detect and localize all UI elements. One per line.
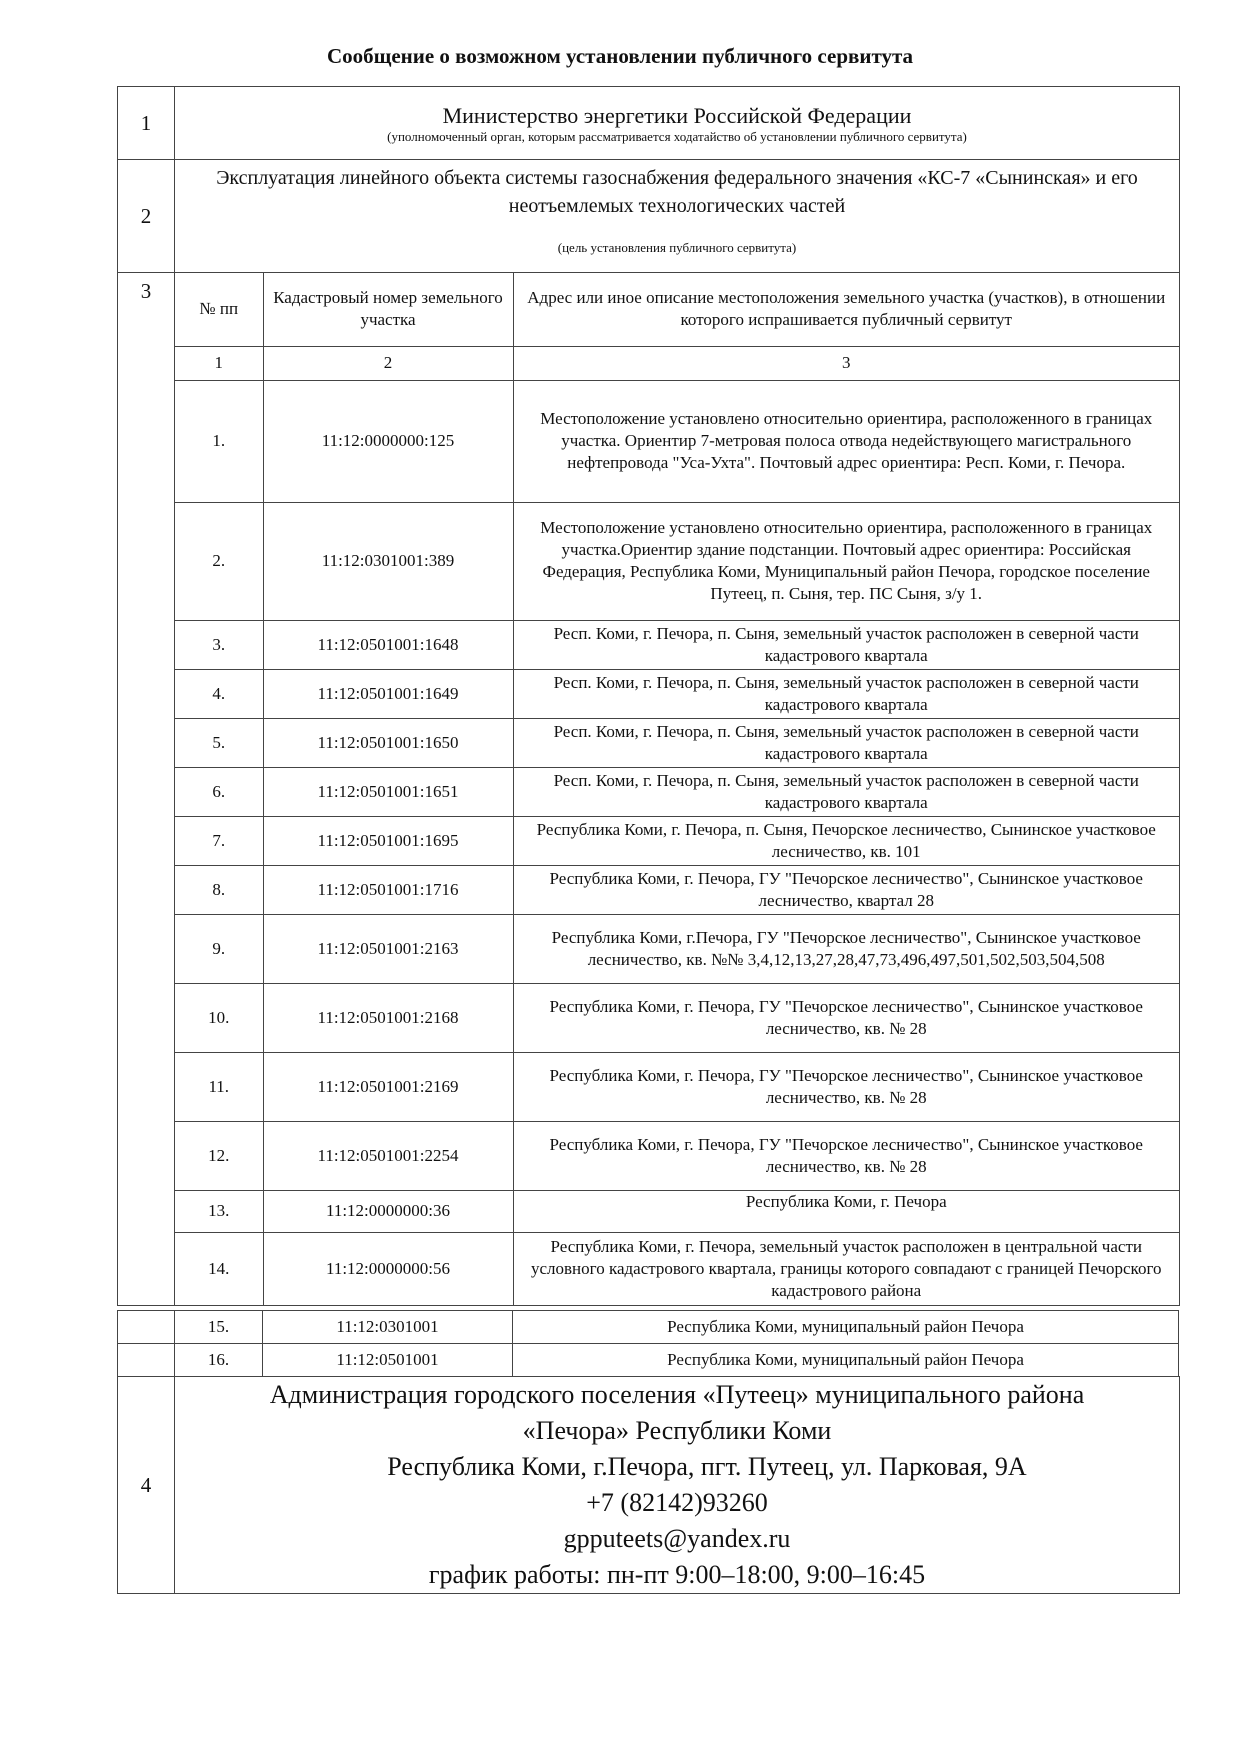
parcel-number: 5. [175,718,263,767]
parcel-number: 13. [175,1190,263,1232]
parcel-number: 8. [175,865,263,914]
section-4-table [117,1376,1180,1594]
parcels-header-row [175,273,1179,346]
parcel-cadastral-number: 11:12:0501001:1650 [263,718,513,767]
parcel-number: 4. [175,669,263,718]
servitude-table [117,86,1180,1306]
parcel-number: 14. [175,1232,263,1305]
section-2-number: 2 [118,160,175,273]
section-1-number: 1 [118,87,175,160]
parcel-number: 2. [175,502,263,620]
parcel-row [175,718,1179,767]
authority-caption: (уполномоченный орган, которым рассматривается ходатайство об установлении публичного сервитута) [387,129,967,144]
section-3-cell [175,273,1180,1306]
extra-parcel-row [118,1344,1179,1377]
parcel-cadastral-number: 11:12:0501001:2169 [263,1052,513,1121]
parcel-row [175,669,1179,718]
administration-email: gpputeets@yandex.ru [563,1524,791,1553]
parcel-address: Респ. Коми, г. Печора, п. Сыня, земельный участок расположен в северной части кадастрового квартала [513,767,1179,816]
parcel-number: 16. [175,1344,263,1377]
extra-parcels-table [117,1310,1179,1377]
section-3-number: 3 [118,273,175,1306]
section-2-cell [175,160,1180,273]
parcel-address: Республика Коми, муниципальный район Печора [513,1344,1179,1377]
header-address: Адрес или иное описание местоположения земельного участка (участков), в отношении которого испрашивается публичный сервитут [513,273,1179,346]
servitude-purpose: Эксплуатация линейного объекта системы газоснабжения федерального значения «КС-7 «Сынинская» и его неотъемлемых технологических частей [216,167,1138,217]
parcel-address: Республика Коми, г. Печора [513,1190,1179,1232]
parcel-cadastral-number: 11:12:0301001:389 [263,502,513,620]
extra-parcel-row [118,1311,1179,1344]
parcel-row [175,983,1179,1052]
parcel-address: Респ. Коми, г. Печора, п. Сыня, земельный участок расположен в северной части кадастрового квартала [513,620,1179,669]
parcel-cadastral-number: 11:12:0501001:1651 [263,767,513,816]
parcel-row [175,1121,1179,1190]
parcel-address: Республика Коми, г. Печора, ГУ "Печорское лесничество", Сынинское участковое лесничество, кв. № 28 [513,1052,1179,1121]
column-number-1: 1 [175,346,263,380]
parcel-row [175,502,1179,620]
parcel-row [175,1190,1179,1232]
parcel-number: 6. [175,767,263,816]
parcel-cadastral-number: 11:12:0501001:2163 [263,914,513,983]
header-cadastral: Кадастровый номер земельного участка [263,273,513,346]
parcel-address: Республика Коми, г.Печора, ГУ "Печорское лесничество", Сынинское участковое лесничество, кв. №№ 3,4,12,13,27,28,47,73,496,497,501,502,503,504,508 [513,914,1179,983]
section-4-row [118,1377,1180,1594]
parcel-cadastral-number: 11:12:0501001:2254 [263,1121,513,1190]
parcel-cadastral-number: 11:12:0501001:1649 [263,669,513,718]
parcel-row [175,767,1179,816]
administration-name-line-2: «Печора» Республики Коми [522,1416,832,1445]
parcel-cadastral-number: 11:12:0501001:2168 [263,983,513,1052]
parcel-cadastral-number: 11:12:0501001:1695 [263,816,513,865]
parcel-row [175,816,1179,865]
parcel-number: 15. [175,1311,263,1344]
parcel-address: Респ. Коми, г. Печора, п. Сыня, земельный участок расположен в северной части кадастрового квартала [513,718,1179,767]
administration-schedule: график работы: пн-пт 9:00–18:00, 9:00–16:45 [428,1560,926,1589]
section-1-cell [175,87,1180,160]
parcel-cadastral-number: 11:12:0301001 [263,1311,513,1344]
empty-cell [118,1311,175,1344]
parcel-number: 10. [175,983,263,1052]
parcel-cadastral-number: 11:12:0501001:1716 [263,865,513,914]
section-4-number: 4 [118,1377,175,1594]
contact-cell [175,1377,1180,1594]
parcel-number: 1. [175,380,263,502]
parcels-table [175,273,1179,1305]
header-number: № пп [175,273,263,346]
parcel-number: 7. [175,816,263,865]
section-3-row [118,273,1180,1306]
parcel-number: 12. [175,1121,263,1190]
section-2-row [118,160,1180,273]
empty-cell [118,1344,175,1377]
parcel-cadastral-number: 11:12:0000000:36 [263,1190,513,1232]
section-1-row [118,87,1180,160]
parcel-address: Республика Коми, г. Печора, ГУ "Печорское лесничество", Сынинское участковое лесничество, кв. № 28 [513,983,1179,1052]
parcel-address: Республика Коми, г. Печора, ГУ "Печорское лесничество", Сынинское участковое лесничество, квартал 28 [513,865,1179,914]
parcel-number: 3. [175,620,263,669]
column-number-3: 3 [513,346,1179,380]
administration-phone: +7 (82142)93260 [586,1488,768,1517]
parcel-cadastral-number: 11:12:0501001 [263,1344,513,1377]
parcel-cadastral-number: 11:12:0000000:56 [263,1232,513,1305]
parcel-row [175,380,1179,502]
authority-name: Министерство энергетики Российской Федерации [442,103,912,128]
parcel-address: Республика Коми, г. Печора, ГУ "Печорское лесничество", Сынинское участковое лесничество, кв. № 28 [513,1121,1179,1190]
parcel-address: Местоположение установлено относительно ориентира, расположенного в границах участка.Ориентир здание подстанции. Почтовый адрес ориентира: Российская Федерация, Республика Коми, Муниципальный район Печора, городское поселение Путеец, п. Сыня, тер. ПС Сыня, з/у 1. [513,502,1179,620]
administration-address: Республика Коми, г.Печора, пгт. Путеец, ул. Парковая, 9А [387,1452,1027,1481]
column-numbers-row [175,346,1179,380]
parcel-number: 9. [175,914,263,983]
parcel-row [175,620,1179,669]
parcel-row [175,914,1179,983]
parcel-row [175,1232,1179,1305]
parcel-row [175,1052,1179,1121]
parcel-cadastral-number: 11:12:0000000:125 [263,380,513,502]
purpose-caption: (цель установления публичного сервитута) [557,240,797,255]
parcel-row [175,865,1179,914]
parcel-address: Респ. Коми, г. Печора, п. Сыня, земельный участок расположен в северной части кадастрового квартала [513,669,1179,718]
parcel-address: Республика Коми, г. Печора, п. Сыня, Печорское лесничество, Сынинское участковое лесничество, кв. 101 [513,816,1179,865]
administration-name-line-1: Администрация городского поселения «Путеец» муниципального района [269,1380,1085,1409]
parcel-cadastral-number: 11:12:0501001:1648 [263,620,513,669]
document-title: Сообщение о возможном установлении публичного сервитута [326,44,914,68]
parcel-address: Республика Коми, г. Печора, земельный участок расположен в центральной части условного кадастрового квартала, границы которого совпадают с границей Печорского кадастрового района [513,1232,1179,1305]
column-number-2: 2 [263,346,513,380]
parcel-address: Республика Коми, муниципальный район Печора [513,1311,1179,1344]
parcel-address: Местоположение установлено относительно ориентира, расположенного в границах участка. Ориентир 7-метровая полоса отвода недействующего магистрального нефтепровода "Уса-Ухта". Почтовый адрес ориентира: Респ. Коми, г. Печора. [513,380,1179,502]
parcel-number: 11. [175,1052,263,1121]
